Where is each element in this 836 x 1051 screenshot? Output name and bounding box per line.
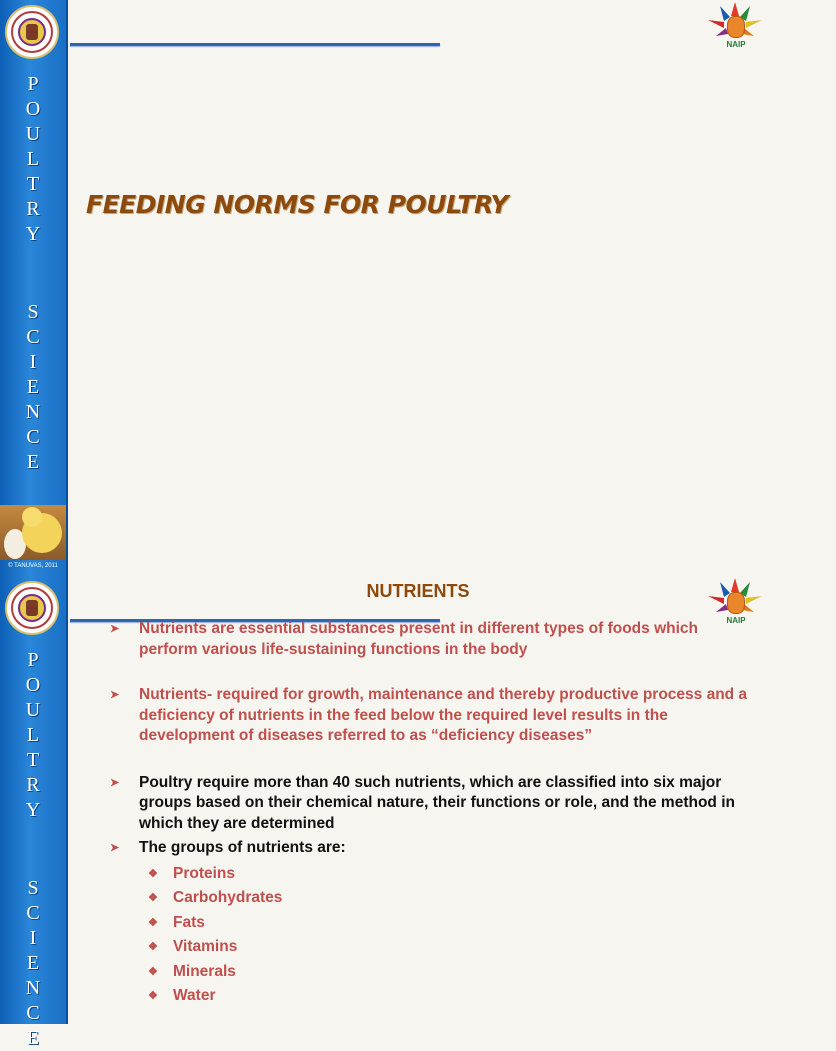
letter: U <box>25 123 41 145</box>
group-label: Carbohydrates <box>173 889 283 906</box>
list-item <box>110 886 750 911</box>
arrow-bullet-icon: ➤ <box>110 842 120 854</box>
letter: C <box>26 426 40 448</box>
list-item <box>110 838 750 859</box>
bullet-text: Nutrients- required for growth, maintenance and thereby productive process and a deficiency of nutrients in the feed below the required level results in the development of diseases referred to as “deficiency diseases” <box>139 686 748 744</box>
copyright-text: © TANUVAS, 2011 <box>8 563 58 569</box>
vertical-word-science <box>0 300 66 475</box>
list-item <box>110 911 750 936</box>
vertical-word-poultry <box>0 72 66 247</box>
group-label: Water <box>173 987 216 1004</box>
letter: Y <box>25 799 41 821</box>
diamond-bullet-icon: ❖ <box>148 990 158 1002</box>
list-item <box>110 773 750 835</box>
letter: L <box>26 148 40 170</box>
arrow-bullet-icon: ➤ <box>110 776 120 789</box>
letter: P <box>27 73 39 95</box>
vertical-word-poultry <box>0 648 66 823</box>
letter: T <box>26 173 40 195</box>
letter: N <box>25 401 41 423</box>
letter: C <box>26 326 40 348</box>
letter: I <box>29 927 37 949</box>
letter: Y <box>25 223 41 245</box>
letter: C <box>26 1002 40 1024</box>
letter: L <box>26 724 40 746</box>
naip-label: NAIP <box>726 40 746 49</box>
vertical-word-science <box>0 876 66 1051</box>
chick-egg-image <box>0 505 66 560</box>
list-item <box>110 685 750 747</box>
letter: C <box>26 902 40 924</box>
diamond-bullet-icon: ❖ <box>148 965 158 978</box>
diamond-bullet-icon: ❖ <box>148 867 158 880</box>
bullet-list <box>110 619 750 1009</box>
slide-title: FEEDING NORMS FOR POULTRY <box>86 190 509 219</box>
letter: E <box>26 1027 40 1049</box>
sidebar <box>0 576 68 1049</box>
group-label: Vitamins <box>173 938 238 955</box>
naip-logo <box>704 2 766 58</box>
bullet-text: The groups of nutrients are: <box>139 839 346 856</box>
list-item <box>110 960 750 985</box>
arrow-bullet-icon: ➤ <box>110 623 120 635</box>
letter: S <box>27 877 39 899</box>
letter: P <box>27 649 39 671</box>
list-item <box>110 935 750 960</box>
header-rule <box>70 43 440 46</box>
letter: U <box>25 699 41 721</box>
group-label: Minerals <box>173 962 236 980</box>
letter: R <box>26 774 40 796</box>
letter: I <box>29 351 37 373</box>
diamond-bullet-icon: ❖ <box>148 892 158 904</box>
bullet-text: Poultry require more than 40 such nutrients, which are classified into six major groups based on their chemical nature, their functions or role, and the method in which they are determined <box>139 773 735 832</box>
letter: E <box>26 376 40 398</box>
list-item <box>110 619 750 660</box>
slide-title: NUTRIENTS <box>366 581 470 601</box>
naip-label: NAIP <box>726 616 746 625</box>
letter: R <box>26 198 40 220</box>
university-seal-logo <box>5 5 59 59</box>
sidebar <box>0 0 68 576</box>
letter: E <box>26 952 40 974</box>
group-label: Fats <box>173 913 205 931</box>
letter: S <box>27 301 39 323</box>
diamond-bullet-icon: ❖ <box>148 941 158 953</box>
diamond-bullet-icon: ❖ <box>148 916 158 929</box>
letter: E <box>26 451 40 473</box>
bullet-text: Nutrients are essential substances present in different types of foods which perform various life-sustaining functions in the body <box>139 620 698 658</box>
list-item <box>110 862 750 887</box>
slide-2 <box>0 576 768 1049</box>
group-label: Proteins <box>173 864 236 882</box>
nutrient-groups-list <box>110 862 750 1009</box>
list-item <box>110 984 750 1009</box>
letter: O <box>25 98 41 120</box>
letter: N <box>25 977 41 999</box>
letter: O <box>25 674 41 696</box>
arrow-bullet-icon: ➤ <box>110 689 120 701</box>
letter: T <box>26 749 40 771</box>
